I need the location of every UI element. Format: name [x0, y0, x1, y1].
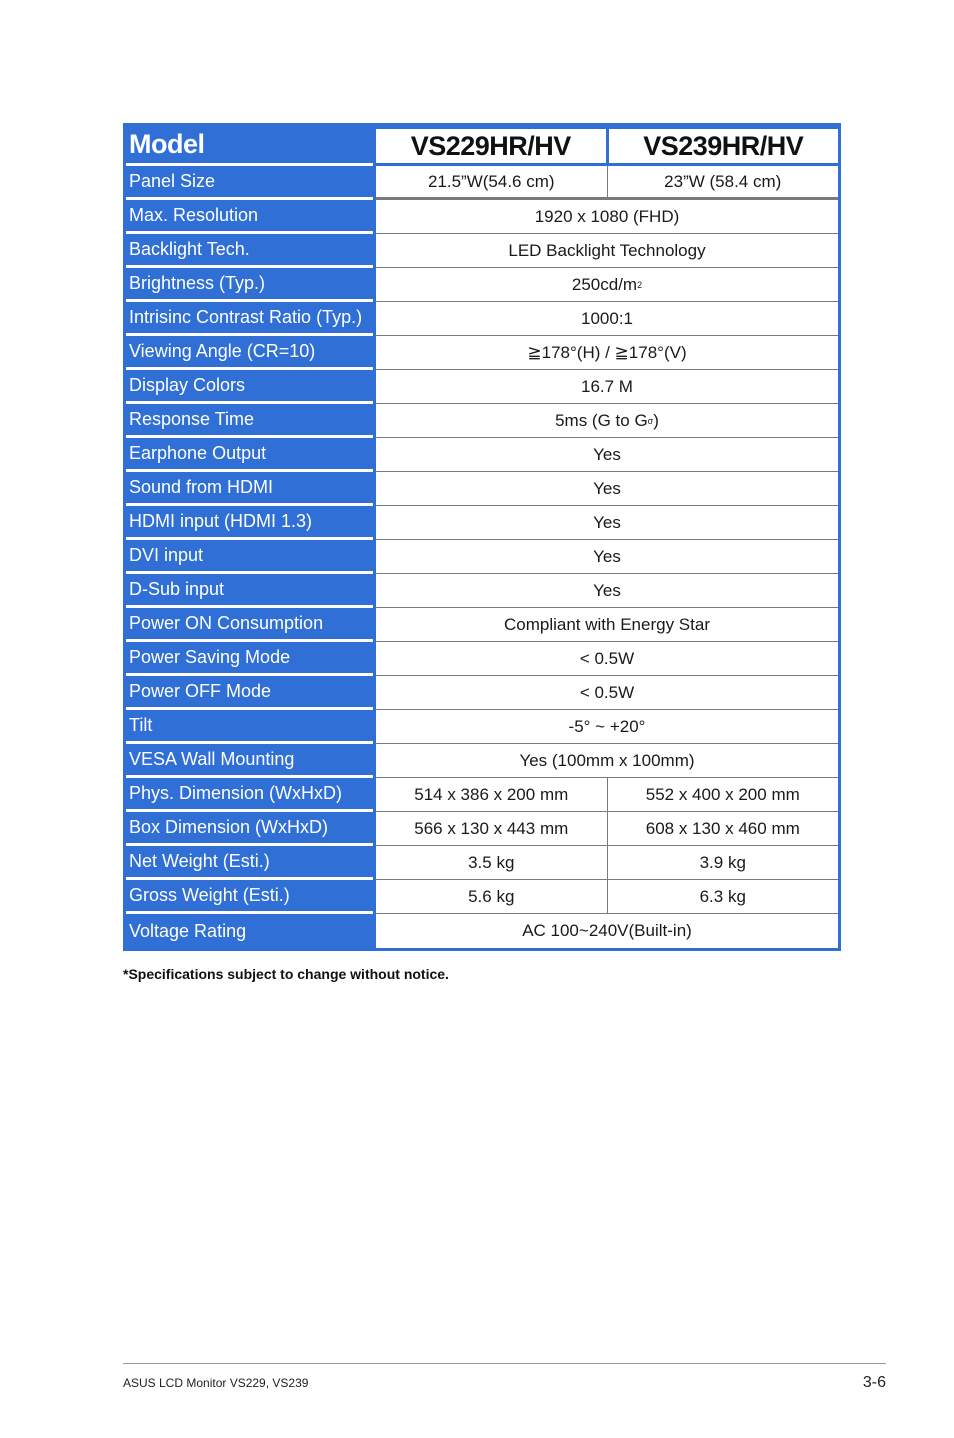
spec-values [373, 540, 838, 574]
spec-value [376, 846, 607, 880]
spec-value-text: Yes (100mm x 100mm) [519, 750, 695, 770]
spec-label: Power ON Consumption [126, 608, 373, 642]
spec-values [373, 472, 838, 506]
table-row [126, 370, 838, 404]
spec-values [373, 302, 838, 336]
spec-value-text: 16.7 M [581, 376, 633, 396]
spec-value-text: LED Backlight Technology [508, 240, 706, 260]
spec-value-text: 5ms (G to G [555, 410, 648, 430]
spec-label: Brightness (Typ.) [126, 268, 373, 302]
spec-label: Response Time [126, 404, 373, 438]
value-suffix: ) [653, 410, 659, 430]
table-row [126, 302, 838, 336]
header-model-label: Model [126, 126, 373, 166]
spec-value [376, 302, 838, 336]
spec-value-text: Yes [593, 580, 621, 600]
page-number: 3-6 [862, 1374, 886, 1391]
subscript: σ [647, 415, 654, 426]
table-row [126, 438, 838, 472]
spec-values [373, 914, 838, 948]
spec-value [376, 914, 838, 948]
spec-value-text: ≧178°(H) / ≧178°(V) [527, 342, 687, 362]
table-row [126, 710, 838, 744]
spec-label: Sound from HDMI [126, 472, 373, 506]
spec-value [376, 608, 838, 642]
spec-value-text: 3.9 kg [699, 852, 746, 872]
table-row [126, 472, 838, 506]
spec-value [376, 268, 838, 302]
spec-value [376, 642, 838, 676]
spec-values [373, 880, 838, 914]
table-row [126, 234, 838, 268]
spec-value-text: 552 x 400 x 200 mm [645, 784, 800, 804]
spec-label: Intrisinc Contrast Ratio (Typ.) [126, 302, 373, 336]
table-row [126, 166, 838, 200]
spec-value [376, 574, 838, 608]
spec-values [373, 166, 838, 200]
spec-value-text: 3.5 kg [468, 852, 515, 872]
superscript: 2 [637, 279, 643, 290]
spec-values [373, 234, 838, 268]
spec-value [376, 370, 838, 404]
spec-value [376, 778, 607, 812]
spec-values [373, 438, 838, 472]
table-row [126, 914, 838, 948]
spec-label: Phys. Dimension (WxHxD) [126, 778, 373, 812]
spec-label: D-Sub input [126, 574, 373, 608]
table-header-row [126, 126, 838, 166]
spec-label: Display Colors [126, 370, 373, 404]
spec-value [376, 472, 838, 506]
spec-label: DVI input [126, 540, 373, 574]
spec-label: Voltage Rating [126, 914, 373, 948]
spec-value-text: -5° ~ +20° [568, 716, 646, 736]
spec-value [607, 846, 839, 880]
spec-value-text: 608 x 130 x 460 mm [645, 818, 800, 838]
spec-values [373, 642, 838, 676]
spec-label: HDMI input (HDMI 1.3) [126, 506, 373, 540]
spec-label: Earphone Output [126, 438, 373, 472]
spec-label: Panel Size [126, 166, 373, 200]
spec-values [373, 574, 838, 608]
header-models [373, 126, 838, 166]
table-row [126, 642, 838, 676]
spec-label: Power Saving Mode [126, 642, 373, 676]
spec-value [376, 506, 838, 540]
table-row [126, 574, 838, 608]
spec-value-text: 250cd/m [571, 274, 638, 294]
table-row [126, 336, 838, 370]
spec-value [607, 880, 839, 914]
spec-value [376, 676, 838, 710]
spec-value [607, 778, 839, 812]
table-row [126, 506, 838, 540]
table-body [126, 166, 838, 948]
spec-value [376, 336, 838, 370]
spec-value [376, 744, 838, 778]
table-row [126, 880, 838, 914]
spec-values [373, 336, 838, 370]
spec-value [376, 438, 838, 472]
spec-values [373, 778, 838, 812]
table-row [126, 676, 838, 710]
table-row [126, 846, 838, 880]
spec-value-text: 6.3 kg [699, 886, 746, 906]
header-model-vs229: VS229HR/HV [376, 126, 606, 166]
table-row [126, 778, 838, 812]
spec-value [607, 812, 839, 846]
spec-values [373, 404, 838, 438]
table-row [126, 608, 838, 642]
table-row [126, 540, 838, 574]
spec-note: *Specifications subject to change without notice. [123, 966, 449, 982]
spec-value-text: 566 x 130 x 443 mm [414, 818, 569, 838]
spec-value-text: Yes [593, 444, 621, 464]
spec-value-text: 5.6 kg [468, 886, 515, 906]
spec-values [373, 608, 838, 642]
spec-value-text: Yes [593, 512, 621, 532]
spec-value-text: AC 100~240V(Built-in) [522, 921, 692, 940]
spec-value [376, 540, 838, 574]
table-row [126, 404, 838, 438]
table-row [126, 812, 838, 846]
spec-value-text: Yes [593, 546, 621, 566]
footer-title: ASUS LCD Monitor VS229, VS239 [123, 1376, 309, 1390]
spec-value-text: Compliant with Energy Star [504, 614, 710, 634]
spec-value-text: < 0.5W [579, 648, 635, 668]
spec-values [373, 710, 838, 744]
spec-value [376, 404, 838, 438]
spec-label: Tilt [126, 710, 373, 744]
spec-values [373, 846, 838, 880]
table-row [126, 268, 838, 302]
spec-label: Viewing Angle (CR=10) [126, 336, 373, 370]
spec-label: Max. Resolution [126, 200, 373, 234]
spec-label: Net Weight (Esti.) [126, 846, 373, 880]
spec-label: Gross Weight (Esti.) [126, 880, 373, 914]
spec-value [376, 200, 838, 234]
spec-values [373, 506, 838, 540]
spec-value [376, 234, 838, 268]
spec-label: Backlight Tech. [126, 234, 373, 268]
spec-values [373, 268, 838, 302]
spec-values [373, 676, 838, 710]
spec-label: Power OFF Mode [126, 676, 373, 710]
table-row [126, 200, 838, 234]
spec-values [373, 744, 838, 778]
spec-values [373, 812, 838, 846]
spec-value [376, 812, 607, 846]
spec-values [373, 200, 838, 234]
spec-label: Box Dimension (WxHxD) [126, 812, 373, 846]
spec-value-text: 514 x 386 x 200 mm [414, 784, 569, 804]
table-row [126, 744, 838, 778]
spec-value-text: Yes [593, 478, 621, 498]
spec-value-text: < 0.5W [579, 682, 635, 702]
spec-values [373, 370, 838, 404]
spec-value [607, 166, 839, 200]
spec-value [376, 880, 607, 914]
spec-value-text: 1000:1 [581, 308, 633, 328]
footer-divider [123, 1363, 886, 1364]
spec-label: VESA Wall Mounting [126, 744, 373, 778]
spec-value [376, 710, 838, 744]
spec-value [376, 166, 607, 200]
spec-value-text: 21.5”W(54.6 cm) [427, 171, 555, 191]
header-model-vs239: VS239HR/HV [606, 126, 839, 166]
spec-table [123, 123, 841, 951]
spec-value-text: 1920 x 1080 (FHD) [534, 206, 680, 226]
spec-value-text: 23”W (58.4 cm) [664, 171, 782, 191]
